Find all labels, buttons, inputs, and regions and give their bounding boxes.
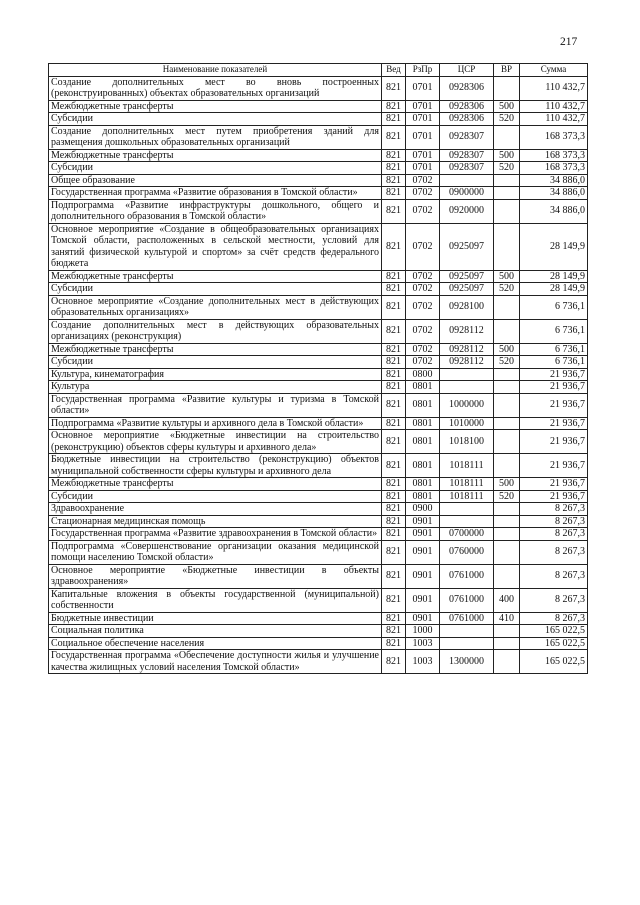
row-vr: 520 — [494, 490, 520, 503]
row-sum: 8 267,3 — [520, 515, 588, 528]
table-row — [49, 454, 588, 478]
row-sum: 8 267,3 — [520, 528, 588, 541]
row-csr: 0928112 — [440, 356, 494, 369]
row-name: Подпрограмма «Совершенствование организации оказания медицинской помощи населению Томской области» — [49, 540, 382, 564]
row-sum: 34 886,0 — [520, 187, 588, 200]
row-ved: 821 — [382, 490, 406, 503]
row-csr: 0925097 — [440, 223, 494, 270]
row-csr: 0761000 — [440, 564, 494, 588]
table-row — [49, 223, 588, 270]
row-name: Межбюджетные трансферты — [49, 343, 382, 356]
row-sum: 168 373,3 — [520, 149, 588, 162]
row-rzpr: 0901 — [406, 564, 440, 588]
row-csr: 0928307 — [440, 125, 494, 149]
row-rzpr: 0800 — [406, 368, 440, 381]
row-rzpr: 0901 — [406, 612, 440, 625]
row-vr — [494, 515, 520, 528]
table-row — [49, 100, 588, 113]
row-name: Межбюджетные трансферты — [49, 478, 382, 491]
row-ved: 821 — [382, 343, 406, 356]
row-vr — [494, 625, 520, 638]
row-csr: 1018111 — [440, 478, 494, 491]
row-csr: 1018100 — [440, 430, 494, 454]
row-ved: 821 — [382, 187, 406, 200]
row-name: Межбюджетные трансферты — [49, 149, 382, 162]
row-ved: 821 — [382, 199, 406, 223]
table-row — [49, 199, 588, 223]
row-name: Бюджетные инвестиции на строительство (реконструкцию) объектов муниципальной собственности сферы культуры и архивного дела — [49, 454, 382, 478]
row-sum: 110 432,7 — [520, 113, 588, 126]
row-name: Социальное обеспечение населения — [49, 637, 382, 650]
table-row — [49, 540, 588, 564]
row-ved: 821 — [382, 393, 406, 417]
row-csr: 1018111 — [440, 490, 494, 503]
row-name: Субсидии — [49, 490, 382, 503]
row-rzpr: 0702 — [406, 356, 440, 369]
row-rzpr: 0901 — [406, 528, 440, 541]
row-sum: 6 736,1 — [520, 295, 588, 319]
table-row — [49, 612, 588, 625]
row-rzpr: 0702 — [406, 319, 440, 343]
row-ved: 821 — [382, 149, 406, 162]
row-rzpr: 0901 — [406, 515, 440, 528]
row-csr — [440, 515, 494, 528]
row-ved: 821 — [382, 528, 406, 541]
row-name: Подпрограмма «Развитие культуры и архивного дела в Томской области» — [49, 417, 382, 430]
table-row — [49, 478, 588, 491]
row-vr — [494, 368, 520, 381]
table-row — [49, 417, 588, 430]
table-row — [49, 625, 588, 638]
row-csr: 0928112 — [440, 343, 494, 356]
row-csr — [440, 174, 494, 187]
row-vr: 520 — [494, 113, 520, 126]
row-rzpr: 0701 — [406, 149, 440, 162]
row-name: Государственная программа «Обеспечение доступности жилья и улучшение качества жилищных условий населения Томской области» — [49, 650, 382, 674]
row-ved: 821 — [382, 368, 406, 381]
row-name: Межбюджетные трансферты — [49, 100, 382, 113]
table-row — [49, 356, 588, 369]
row-name: Создание дополнительных мест путем приобретения зданий для размещения дошкольных образовательных организаций — [49, 125, 382, 149]
row-ved: 821 — [382, 612, 406, 625]
row-rzpr: 0801 — [406, 478, 440, 491]
row-name: Стационарная медицинская помощь — [49, 515, 382, 528]
row-vr — [494, 125, 520, 149]
row-vr — [494, 430, 520, 454]
row-name: Общее образование — [49, 174, 382, 187]
header-rzpr: РзПр — [406, 64, 440, 77]
row-sum: 8 267,3 — [520, 612, 588, 625]
row-sum: 8 267,3 — [520, 503, 588, 516]
row-vr — [494, 454, 520, 478]
row-vr — [494, 174, 520, 187]
row-name: Основное мероприятие «Бюджетные инвестиции на строительство (реконструкцию) объектов сферы культуры и архивного дела» — [49, 430, 382, 454]
table-row — [49, 430, 588, 454]
row-sum: 21 936,7 — [520, 368, 588, 381]
row-csr: 0928306 — [440, 76, 494, 100]
row-vr — [494, 393, 520, 417]
row-ved: 821 — [382, 125, 406, 149]
row-vr — [494, 76, 520, 100]
row-name: Субсидии — [49, 162, 382, 175]
row-vr — [494, 650, 520, 674]
row-vr: 520 — [494, 356, 520, 369]
row-vr — [494, 503, 520, 516]
row-ved: 821 — [382, 540, 406, 564]
table-row — [49, 393, 588, 417]
row-name: Капитальные вложения в объекты государственной (муниципальной) собственности — [49, 588, 382, 612]
row-sum: 21 936,7 — [520, 417, 588, 430]
row-vr — [494, 381, 520, 394]
row-vr: 410 — [494, 612, 520, 625]
row-csr: 1018111 — [440, 454, 494, 478]
row-ved: 821 — [382, 100, 406, 113]
table-row — [49, 187, 588, 200]
row-sum: 34 886,0 — [520, 174, 588, 187]
row-sum: 165 022,5 — [520, 625, 588, 638]
table-row — [49, 174, 588, 187]
row-csr: 1000000 — [440, 393, 494, 417]
row-vr: 500 — [494, 270, 520, 283]
row-rzpr: 1003 — [406, 637, 440, 650]
row-rzpr: 1000 — [406, 625, 440, 638]
row-csr: 0928112 — [440, 319, 494, 343]
table-row — [49, 564, 588, 588]
row-rzpr: 0801 — [406, 490, 440, 503]
row-rzpr: 0701 — [406, 76, 440, 100]
row-rzpr: 0801 — [406, 454, 440, 478]
row-name: Основное мероприятие «Создание в общеобразовательных организациях Томской области, расположенных в сельской местности, условий для занятий физической культурой и спортом» за счёт средств федерального бюджета — [49, 223, 382, 270]
table-row — [49, 528, 588, 541]
row-name: Межбюджетные трансферты — [49, 270, 382, 283]
row-vr — [494, 187, 520, 200]
row-vr — [494, 417, 520, 430]
table-row — [49, 381, 588, 394]
row-rzpr: 0702 — [406, 343, 440, 356]
row-sum: 8 267,3 — [520, 588, 588, 612]
row-name: Субсидии — [49, 283, 382, 296]
row-vr — [494, 319, 520, 343]
row-name: Культура — [49, 381, 382, 394]
table-row — [49, 650, 588, 674]
row-vr: 500 — [494, 100, 520, 113]
row-sum: 21 936,7 — [520, 454, 588, 478]
row-vr — [494, 199, 520, 223]
row-rzpr: 0801 — [406, 430, 440, 454]
row-rzpr: 0900 — [406, 503, 440, 516]
row-name: Здравоохранение — [49, 503, 382, 516]
header-ved: Вед — [382, 64, 406, 77]
row-name: Создание дополнительных мест во вновь построенных (реконструированных) объектах образовательных организаций — [49, 76, 382, 100]
row-rzpr: 0901 — [406, 588, 440, 612]
table-row — [49, 637, 588, 650]
table-row — [49, 588, 588, 612]
row-csr: 0928306 — [440, 100, 494, 113]
row-vr: 500 — [494, 343, 520, 356]
table-row — [49, 149, 588, 162]
row-rzpr: 0702 — [406, 295, 440, 319]
row-sum: 168 373,3 — [520, 125, 588, 149]
row-csr: 0928307 — [440, 149, 494, 162]
row-csr: 0928306 — [440, 113, 494, 126]
row-vr: 520 — [494, 283, 520, 296]
row-rzpr: 0701 — [406, 113, 440, 126]
row-name: Подпрограмма «Развитие инфраструктуры дошкольного, общего и дополнительного образования в Томской области» — [49, 199, 382, 223]
table-row — [49, 503, 588, 516]
table-row — [49, 490, 588, 503]
header-csr: ЦСР — [440, 64, 494, 77]
row-ved: 821 — [382, 430, 406, 454]
row-name: Государственная программа «Развитие культуры и туризма в Томской области» — [49, 393, 382, 417]
row-vr — [494, 223, 520, 270]
row-name: Государственная программа «Развитие образования в Томской области» — [49, 187, 382, 200]
row-vr — [494, 540, 520, 564]
row-csr — [440, 381, 494, 394]
row-csr: 0761000 — [440, 588, 494, 612]
row-vr — [494, 295, 520, 319]
row-csr: 1010000 — [440, 417, 494, 430]
row-sum: 6 736,1 — [520, 319, 588, 343]
row-ved: 821 — [382, 417, 406, 430]
row-ved: 821 — [382, 162, 406, 175]
row-ved: 821 — [382, 174, 406, 187]
row-csr: 0928100 — [440, 295, 494, 319]
row-ved: 821 — [382, 588, 406, 612]
row-rzpr: 0701 — [406, 162, 440, 175]
row-rzpr: 0801 — [406, 381, 440, 394]
row-csr — [440, 368, 494, 381]
row-name: Создание дополнительных мест в действующих образовательных организациях (реконструкция) — [49, 319, 382, 343]
row-vr — [494, 564, 520, 588]
row-csr: 0761000 — [440, 612, 494, 625]
header-vr: ВР — [494, 64, 520, 77]
row-name: Субсидии — [49, 113, 382, 126]
row-rzpr: 0702 — [406, 174, 440, 187]
table-row — [49, 162, 588, 175]
row-ved: 821 — [382, 319, 406, 343]
table-row — [49, 368, 588, 381]
table-row — [49, 343, 588, 356]
row-csr: 0925097 — [440, 270, 494, 283]
row-rzpr: 0901 — [406, 540, 440, 564]
row-rzpr: 0701 — [406, 125, 440, 149]
row-csr: 1300000 — [440, 650, 494, 674]
row-name: Бюджетные инвестиции — [49, 612, 382, 625]
row-rzpr: 0702 — [406, 199, 440, 223]
row-ved: 821 — [382, 356, 406, 369]
table-row — [49, 76, 588, 100]
row-vr: 400 — [494, 588, 520, 612]
row-sum: 165 022,5 — [520, 637, 588, 650]
header-name: Наименование показателей — [49, 64, 382, 77]
row-rzpr: 0801 — [406, 393, 440, 417]
row-csr — [440, 637, 494, 650]
table-row — [49, 270, 588, 283]
row-sum: 110 432,7 — [520, 76, 588, 100]
row-sum: 8 267,3 — [520, 540, 588, 564]
budget-table — [48, 63, 588, 674]
row-sum: 28 149,9 — [520, 283, 588, 296]
table-row — [49, 283, 588, 296]
row-ved: 821 — [382, 564, 406, 588]
row-csr: 0760000 — [440, 540, 494, 564]
table-row — [49, 113, 588, 126]
table-row — [49, 319, 588, 343]
row-ved: 821 — [382, 515, 406, 528]
row-name: Субсидии — [49, 356, 382, 369]
table-row — [49, 295, 588, 319]
row-name: Социальная политика — [49, 625, 382, 638]
row-vr: 520 — [494, 162, 520, 175]
row-sum: 21 936,7 — [520, 478, 588, 491]
header-sum: Сумма — [520, 64, 588, 77]
row-sum: 21 936,7 — [520, 490, 588, 503]
row-name: Культура, кинематография — [49, 368, 382, 381]
row-rzpr: 1003 — [406, 650, 440, 674]
row-vr: 500 — [494, 478, 520, 491]
row-sum: 6 736,1 — [520, 356, 588, 369]
row-ved: 821 — [382, 381, 406, 394]
row-rzpr: 0801 — [406, 417, 440, 430]
row-ved: 821 — [382, 295, 406, 319]
row-vr — [494, 528, 520, 541]
row-rzpr: 0702 — [406, 270, 440, 283]
row-ved: 821 — [382, 650, 406, 674]
row-sum: 168 373,3 — [520, 162, 588, 175]
row-sum: 21 936,7 — [520, 430, 588, 454]
row-sum: 34 886,0 — [520, 199, 588, 223]
row-ved: 821 — [382, 76, 406, 100]
row-sum: 165 022,5 — [520, 650, 588, 674]
table-row — [49, 515, 588, 528]
row-csr: 0700000 — [440, 528, 494, 541]
row-sum: 110 432,7 — [520, 100, 588, 113]
row-ved: 821 — [382, 113, 406, 126]
table-row — [49, 125, 588, 149]
row-name: Основное мероприятие «Создание дополнительных мест в действующих образовательных организациях» — [49, 295, 382, 319]
row-name: Государственная программа «Развитие здравоохранения в Томской области» — [49, 528, 382, 541]
row-sum: 8 267,3 — [520, 564, 588, 588]
page-number: 217 — [560, 36, 578, 48]
row-rzpr: 0702 — [406, 223, 440, 270]
row-csr: 0920000 — [440, 199, 494, 223]
row-sum: 28 149,9 — [520, 270, 588, 283]
row-sum: 21 936,7 — [520, 381, 588, 394]
row-rzpr: 0702 — [406, 187, 440, 200]
row-csr — [440, 625, 494, 638]
row-csr: 0928307 — [440, 162, 494, 175]
row-ved: 821 — [382, 454, 406, 478]
row-ved: 821 — [382, 270, 406, 283]
row-rzpr: 0702 — [406, 283, 440, 296]
row-ved: 821 — [382, 283, 406, 296]
row-name: Основное мероприятие «Бюджетные инвестиции в объекты здравоохранения» — [49, 564, 382, 588]
row-rzpr: 0701 — [406, 100, 440, 113]
row-ved: 821 — [382, 637, 406, 650]
row-ved: 821 — [382, 223, 406, 270]
row-ved: 821 — [382, 503, 406, 516]
row-sum: 21 936,7 — [520, 393, 588, 417]
row-csr: 0900000 — [440, 187, 494, 200]
table-header-row — [49, 64, 588, 77]
row-ved: 821 — [382, 625, 406, 638]
row-vr — [494, 637, 520, 650]
row-csr — [440, 503, 494, 516]
row-sum: 28 149,9 — [520, 223, 588, 270]
row-sum: 6 736,1 — [520, 343, 588, 356]
table-body — [49, 76, 588, 674]
row-vr: 500 — [494, 149, 520, 162]
row-ved: 821 — [382, 478, 406, 491]
row-csr: 0925097 — [440, 283, 494, 296]
